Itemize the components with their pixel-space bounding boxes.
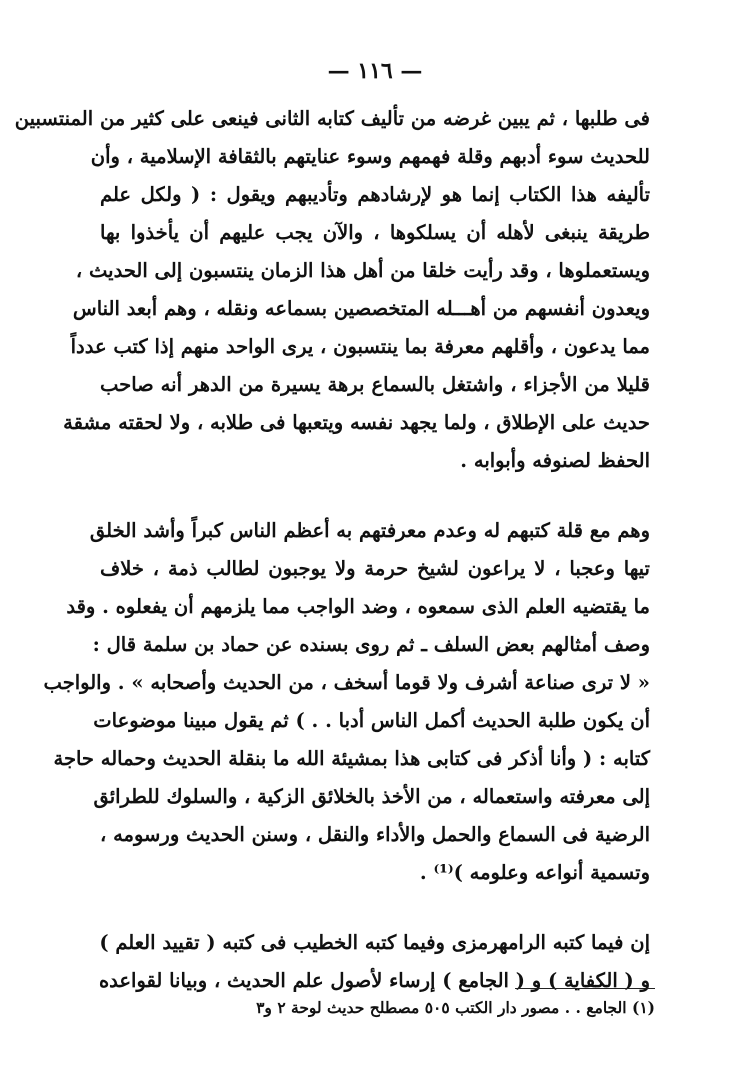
text-line: كتابه : ( وأنا أذكر فى كتابى هذا بمشيئة الله ما بنقلة الحديث وحماله حاجة xyxy=(53,747,650,770)
text-line: و ( الكفاية ) و ( الجامع ) إرساء لأصول علم الحديث ، وبيانا لقواعده xyxy=(98,969,650,992)
paragraph xyxy=(43,512,650,892)
text-line: وهم مع قلة كتبهم له وعدم معرفتهم به أعظم الناس كبراً وأشد الخلق xyxy=(89,519,650,542)
text-line: حديث على الإطلاق ، ولما يجهد نفسه ويتعبها فى طلابه ، ولا لحقته مشقة xyxy=(63,411,650,434)
text-line: إلى معرفته واستعماله ، من الأخذ بالخلائق الزكية ، والسلوك للطرائق xyxy=(93,785,650,808)
text-line: تأليفه هذا الكتاب إنما هو لإرشادهم وتأديبهم ويقول : ( ولكل علم xyxy=(100,183,650,206)
text-line: قليلا من الأجزاء ، واشتغل بالسماع برهة يسيرة من الدهر أنه صاحب xyxy=(100,373,650,396)
text-line: ما يقتضيه العلم الذى سمعوه ، وضد الواجب مما يلزمهم أن يفعلوه . وقد xyxy=(66,595,650,618)
text-line: طريقة ينبغى لأهله أن يسلكوها ، والآن يجب عليهم أن يأخذوا بها xyxy=(100,221,650,244)
text-line: ويعدون أنفسهم من أهـــله المتخصصين بسماعه ونقله ، وهم أبعد الناس xyxy=(72,297,650,320)
text-line: وتسمية أنواعه وعلومه )⁽¹⁾ . xyxy=(419,861,650,884)
text-line: أن يكون طلبة الحديث أكمل الناس أدبا . . ) ثم يقول مبينا موضوعات xyxy=(93,709,650,732)
paragraph xyxy=(14,100,650,480)
text-line: ويستعملوها ، وقد رأيت خلقا من أهل هذا الزمان ينتسبون إلى الحديث ، xyxy=(75,259,650,282)
text-line: فى طلبها ، ثم يبين غرضه من تأليف كتابه الثانى فينعى على كثير من المنتسبين xyxy=(14,107,650,130)
text-line: الحفظ لصنوفه وأبوابه . xyxy=(460,449,650,472)
text-line: « لا ترى صناعة أشرف ولا قوما أسخف ، من الحديث وأصحابه » . والواجب xyxy=(43,671,650,694)
text-line: للحديث سوء أدبهم وقلة فهمهم وسوء عنايتهم بالثقافة الإسلامية ، وأن xyxy=(90,145,650,168)
text-line: وصف أمثالهم بعض السلف ـ ثم روى بسنده عن حماد بن سلمة قال : xyxy=(92,633,650,656)
footnote: (١) الجامع . . مصور دار الكتب ٥٠٥ مصطلح حديث لوحة ٢ و٣ xyxy=(256,998,655,1017)
text-line: تيها وعجبا ، لا يراعون لشيخ حرمة ولا يوجبون لطالب ذمة ، خلاف xyxy=(100,557,650,580)
text-line: الرضية فى السماع والحمل والأداء والنقل ، وسنن الحديث ورسومه ، xyxy=(100,823,650,846)
text-line: إن فيما كتبه الرامهرمزى وفيما كتبه الخطيب فى كتبه ( تقييد العلم ) xyxy=(99,931,650,954)
page-number: — ١١٦ — xyxy=(327,58,423,84)
footnote-divider xyxy=(515,988,655,989)
body-text xyxy=(14,100,650,1030)
text-line: مما يدعون ، وأقلهم معرفة بما ينتسبون ، يرى الواحد منهم إذا كتب عدداً xyxy=(70,335,650,358)
